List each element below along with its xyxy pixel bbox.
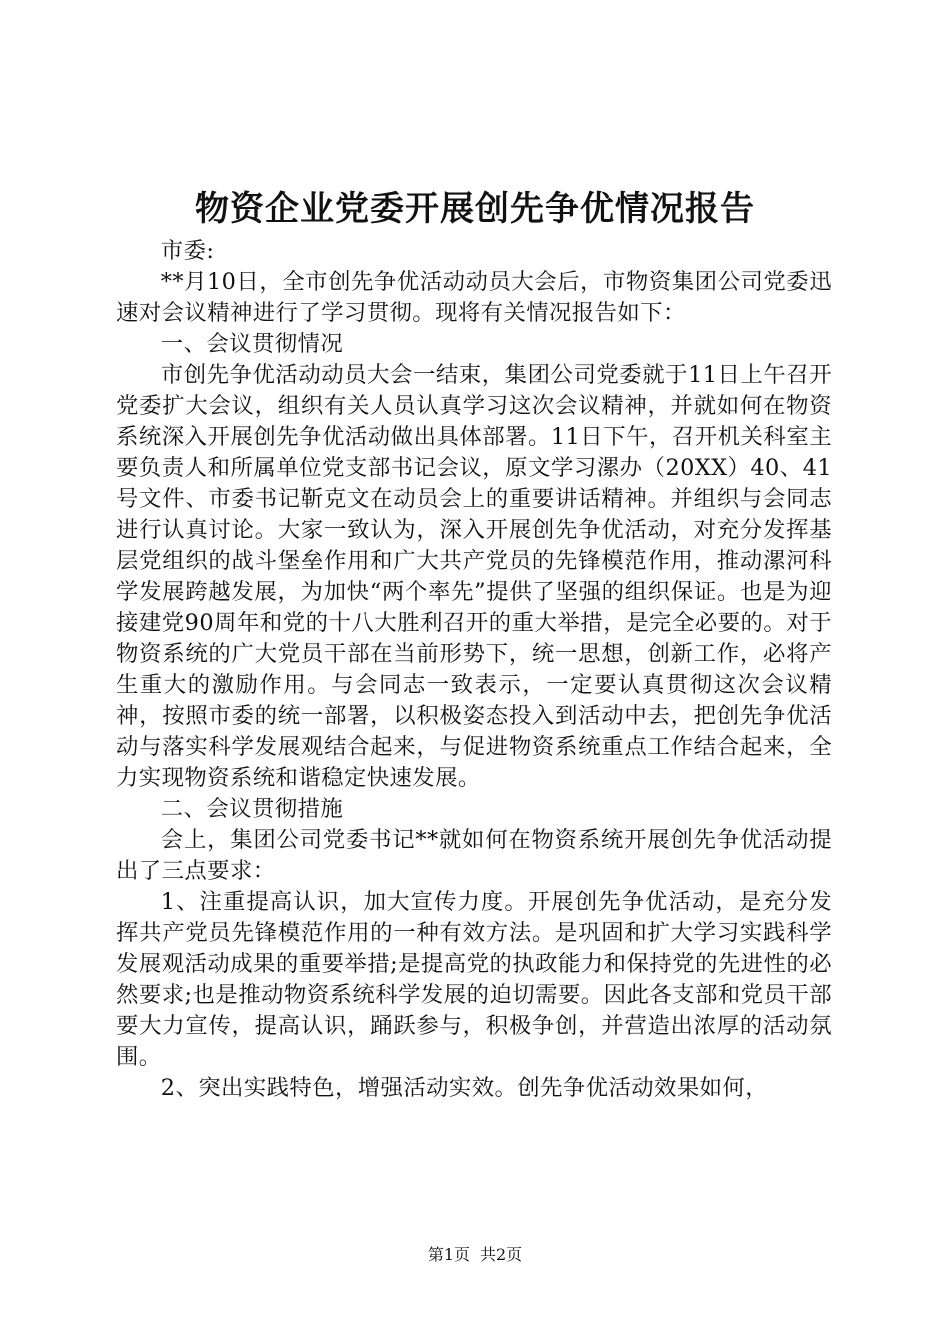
page-number: 第1页 — [427, 1245, 470, 1264]
requirement-1: 1、注重提高认识，加大宣传力度。开展创先争优活动，是充分发挥共产党员先锋模范作用的一种有效方法。是巩固和扩大学习实践科学发展观活动成果的重要举措;是提高党的执政能力和保持党的先进性的必然要求;也是推动物资系统科学发展的迫切需要。因此各支部和党员干部要大力宣传，提高认识，踊跃参与，积极争创，并营造出浓厚的活动氛围。 — [116, 889, 832, 1070]
document-title: 物资企业党委开展创先争优情况报告 — [195, 189, 755, 229]
page-total: 共2页 — [480, 1245, 523, 1264]
requirement-2: 2、突出实践特色，增强活动实效。创先争优活动效果如何， — [160, 1075, 768, 1101]
page-footer — [0, 1244, 950, 1266]
section-2-intro: 会上，集团公司党委书记**就如何在物资系统开展创先争优活动提出了三点要求： — [116, 827, 832, 884]
section-heading-1: 一、会议贯彻情况 — [160, 331, 344, 357]
salutation: 市委: — [160, 238, 215, 264]
intro-paragraph: **月10日，全市创先争优活动动员大会后，市物资集团公司党委迅速对会议精神进行了学习贯彻。现将有关情况报告如下： — [116, 269, 832, 326]
section-heading-2: 二、会议贯彻措施 — [160, 796, 344, 822]
document-body — [116, 236, 832, 1104]
section-1-paragraph: 市创先争优活动动员大会一结束，集团公司党委就于11日上午召开党委扩大会议，组织有关人员认真学习这次会议精神，并就如何在物资系统深入开展创先争优活动做出具体部署。11日下午，召开机关科室主要负责人和所属单位党支部书记会议，原文学习漯办（20XX）40、41号文件、市委书记靳克文在动员会上的重要讲话精神。并组织与会同志进行认真讨论。大家一致认为，深入开展创先争优活动，对充分发挥基层党组织的战斗堡垒作用和广大共产党员的先锋模范作用，推动漯河科学发展跨越发展，为加快“两个率先”提供了坚强的组织保证。也是为迎接建党90周年和党的十八大胜利召开的重大举措，是完全必要的。对于物资系统的广大党员干部在当前形势下，统一思想，创新工作，必将产生重大的激励作用。与会同志一致表示，一定要认真贯彻这次会议精神，按照市委的统一部署，以积极姿态投入到活动中去，把创先争优活动与落实科学发展观结合起来，与促进物资系统重点工作结合起来，全力实现物资系统和谐稳定快速发展。 — [116, 362, 832, 791]
